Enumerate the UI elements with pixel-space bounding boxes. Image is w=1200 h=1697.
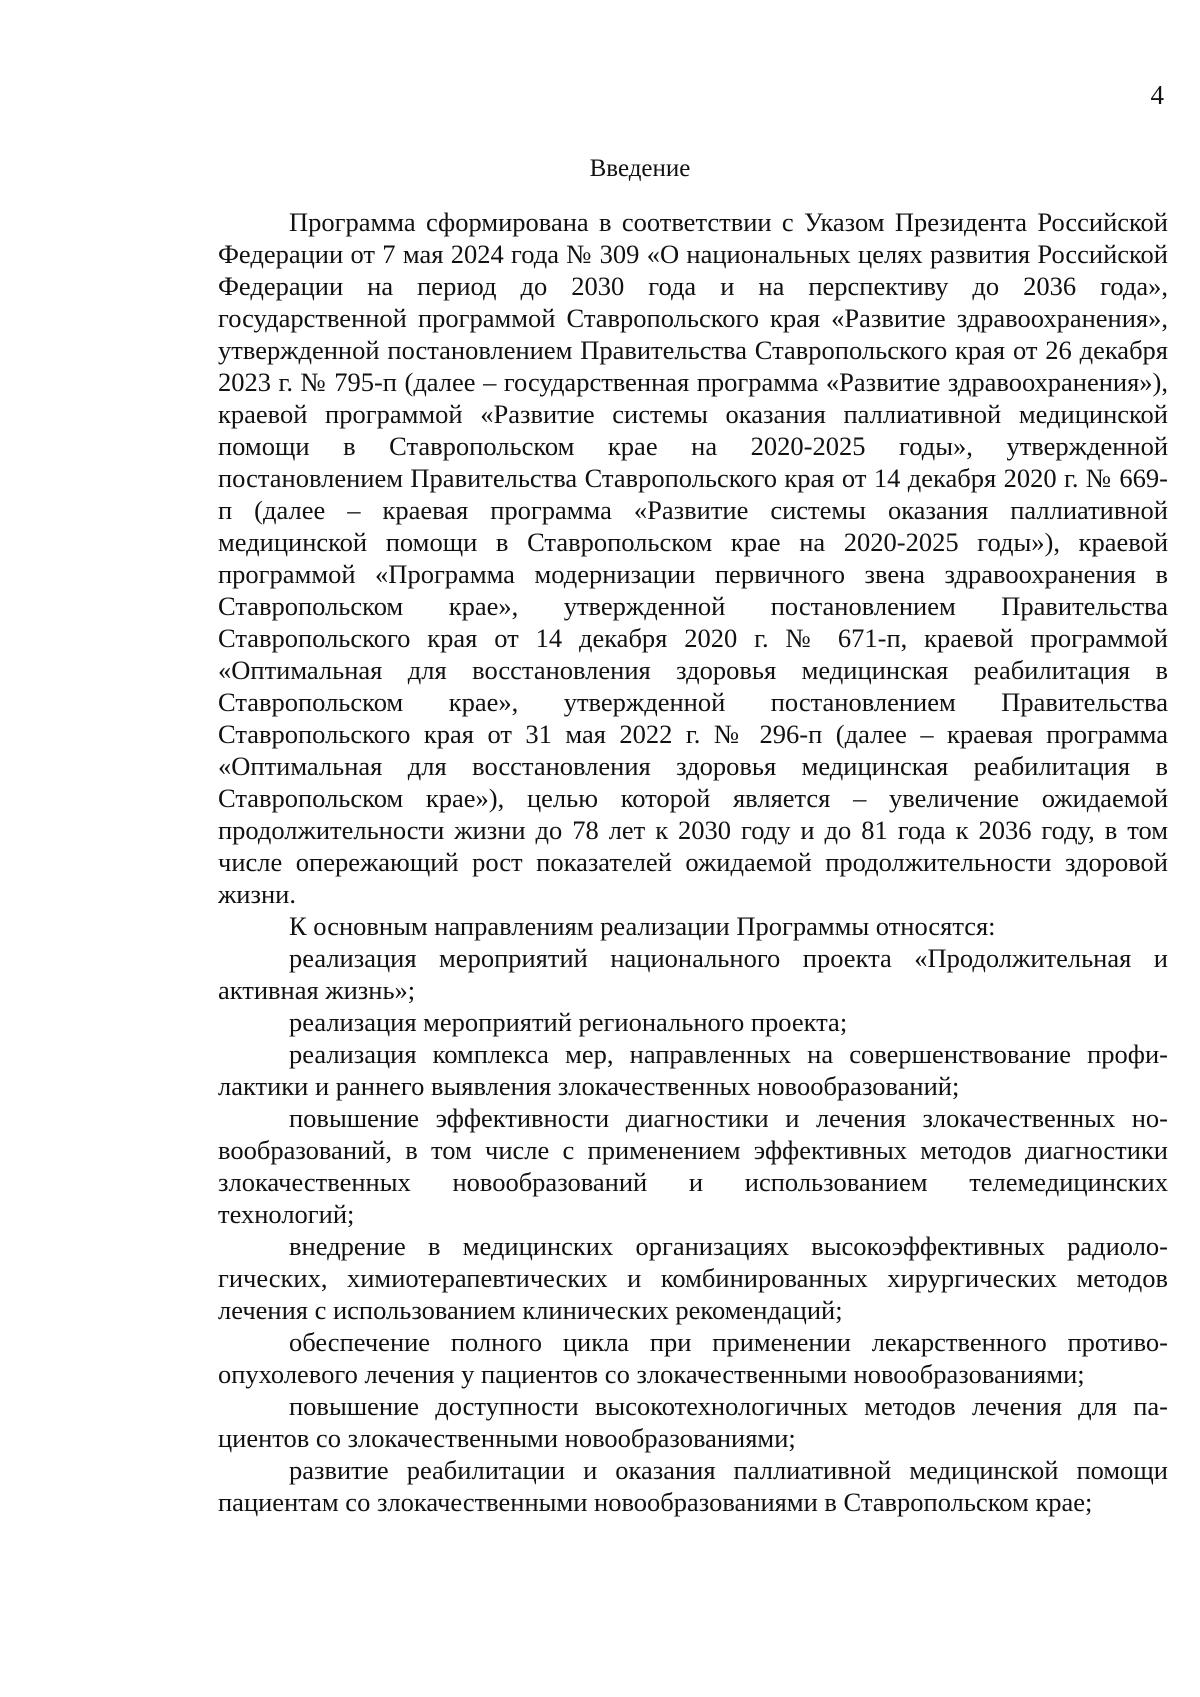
page-number: 4 — [1150, 80, 1164, 110]
list-item: повышение эффективности диагностики и лечения злокачественных новообразований, в том числе с применением эффективных методов диагностики злокачественных новообразований и использованием телемедицинских технологий; — [218, 1103, 1168, 1229]
paragraph-directions-lead: К основным направлениям реализации Программы относятся: — [289, 911, 996, 941]
list-item: развитие реабилитации и оказания паллиативной медицинской помощи пациентам со злокачественными новообразованиями в Ставропольском крае; — [218, 1455, 1168, 1517]
list-item: реализация мероприятий национального проекта «Продолжительная и активная жизнь»; — [218, 943, 1168, 1005]
list-item: реализация комплекса мер, направленных на совершенствование профилактики и раннего выявления злокачественных новообразований; — [218, 1039, 1168, 1101]
list-item: внедрение в медицинских организациях высокоэффективных радиологических, химиотерапевтических и комбинированных хирургических методов лечения с использованием клинических рекомендаций; — [218, 1231, 1168, 1325]
list-item: повышение доступности высокотехнологичных методов лечения для пациентов со злокачественными новообразованиями; — [218, 1391, 1168, 1453]
list-item: реализация мероприятий регионального проекта; — [289, 1007, 848, 1037]
body-text — [218, 206, 1168, 1518]
section-heading: Введение — [589, 155, 691, 182]
paragraph-intro: Программа сформирована в соответствии с Указом Президента Российской Федерации от 7 мая 2024 года № 309 «О национальных целях развития Российской Федерации на период до 2030 года и на перспективу до 2036 года», государственной программой Ставропольского края «Развитие здравоохранения», утвержденной постановлением Правительства Ставропольского края от 26 декабря 2023 г. № 795-п (далее – государственная программа «Развитие здравоохранения»), краевой программой «Развитие системы оказания паллиативной медицинской помощи в Ставропольском крае на 2020-2025 годы», утвержденной постановлением Правительства Ставропольского края от 14 декабря 2020 г. № 669-п (далее – краевая программа «Развитие системы оказания паллиативной медицинской помощи в Ставропольском крае на 2020-2025 годы»), краевой программой «Программа модернизации первичного звена здравоохранения в Ставропольском крае», утвержденной постановлением Правительства Ставропольского края от 14 декабря 2020 г. № 671-п, краевой программой «Оптимальная для восстановления здоровья медицинская реабилитация в Ставропольском крае», утвержденной постановлением Правительства Ставропольского края от 31 мая 2022 г. № 296-п (далее – краевая программа «Оптимальная для восстановления здоровья медицинская реабилитация в Ставропольском крае»), целью которой является – увеличение ожидаемой продолжительности жизни до 78 лет к 2030 году и до 81 года к 2036 году, в том числе опережающий рост показателей ожидаемой продолжительности здоровой жизни. — [218, 207, 1168, 909]
list-item: обеспечение полного цикла при применении лекарственного противоопухолевого лечения у пациентов со злокачественными новообразованиями; — [218, 1327, 1168, 1389]
